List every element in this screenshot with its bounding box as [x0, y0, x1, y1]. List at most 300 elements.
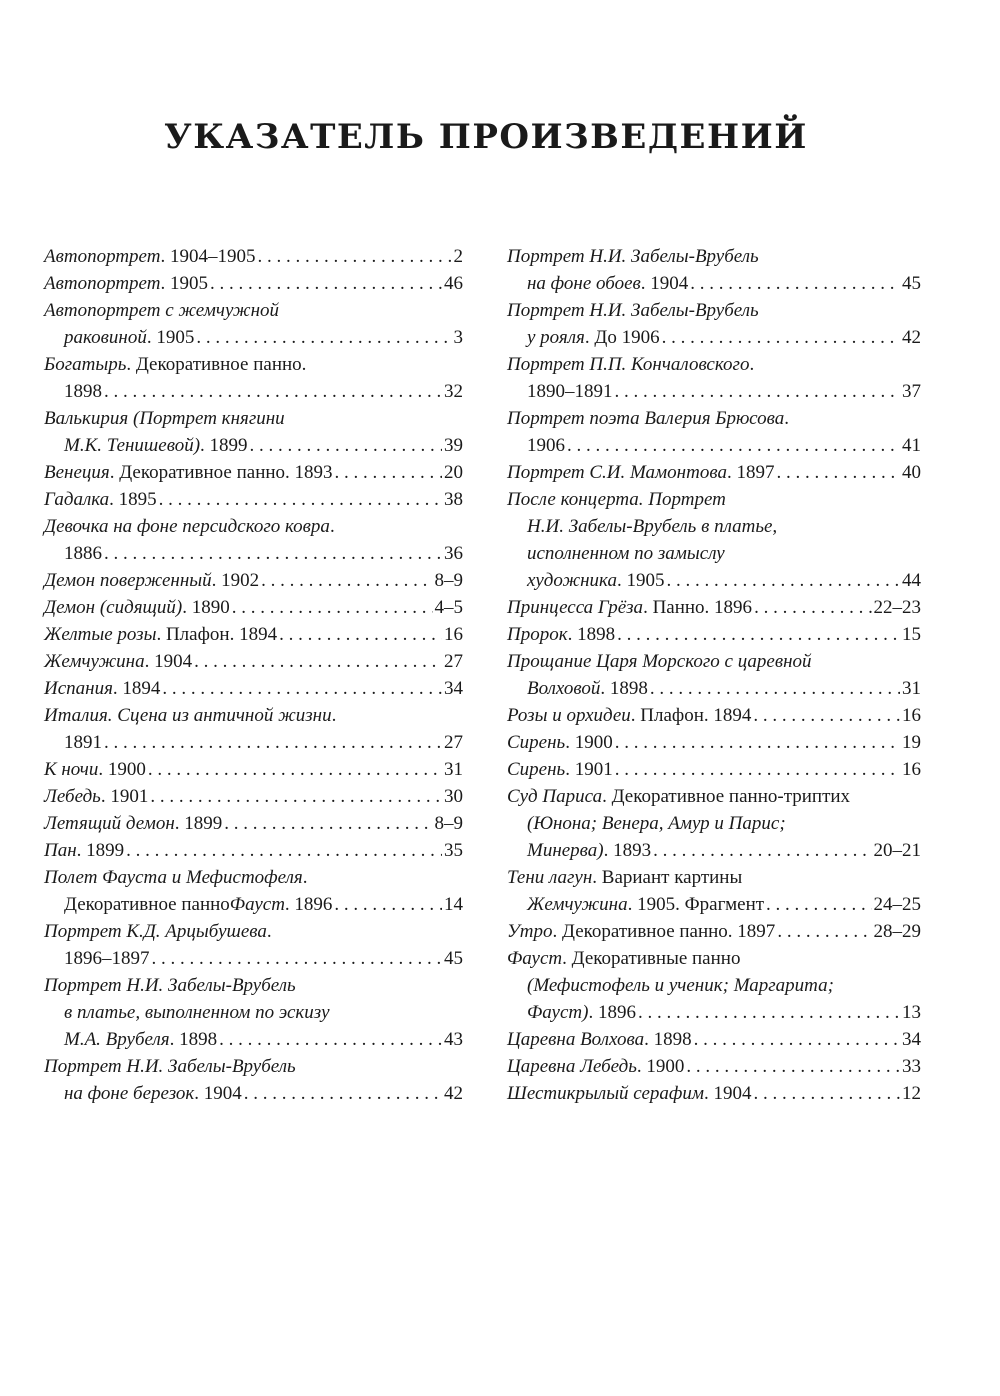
index-entry-line [507, 297, 921, 324]
page-number: 37 [902, 381, 921, 402]
index-entry [507, 351, 921, 405]
index-entry [44, 594, 463, 621]
entry-text: . [266, 921, 272, 942]
page-number: 8–9 [434, 813, 463, 834]
entry-text: . Декоративное панно. 1897 [552, 921, 776, 942]
index-entry-line [507, 702, 921, 729]
index-entry [44, 810, 463, 837]
page-number: 20 [444, 462, 463, 483]
dot-leader [104, 729, 442, 756]
entry-text: . Панно. 1896 [643, 597, 753, 618]
index-entry-line [44, 810, 463, 837]
index-entry-line [44, 378, 463, 405]
entry-text: . [749, 354, 755, 375]
entry-title-text: Девочка на фоне персидского ковра [44, 516, 330, 537]
dot-leader [754, 594, 871, 621]
page-number: 4–5 [434, 597, 463, 618]
page-number: 22–23 [873, 597, 921, 618]
index-entry-line [507, 351, 921, 378]
entry-text: Декоративное панно [64, 894, 230, 915]
dot-leader [210, 270, 442, 297]
index-entry [507, 702, 921, 729]
index-entry-line [507, 972, 921, 999]
index-entry [507, 405, 921, 459]
index-entry-line [507, 864, 921, 891]
dot-leader [219, 1026, 442, 1053]
page-number: 45 [902, 273, 921, 294]
entry-title-text: Желтые розы [44, 624, 157, 645]
dot-leader [617, 621, 900, 648]
entry-text: . 1894 [112, 678, 161, 699]
index-entry-line [44, 837, 463, 864]
index-entry-line [507, 459, 921, 486]
entry-title-text: Портрет К.Д. Арцыбушева [44, 921, 267, 942]
entry-title-text: Жемчужина [44, 651, 145, 672]
index-entry [44, 675, 463, 702]
entry-text: . 1904 [704, 1083, 752, 1104]
entry-title-text: Фауст [229, 894, 285, 915]
index-entry [507, 783, 921, 864]
index-entry-line [507, 729, 921, 756]
dot-leader [686, 1053, 900, 1080]
entry-title-text: Испания [44, 678, 113, 699]
entry-title-text: Демон (сидящий) [44, 597, 183, 618]
entry-text: 1891 [64, 732, 102, 753]
page-number: 38 [444, 489, 463, 510]
entry-title-text: Сирень [507, 732, 566, 753]
entry-title-text: Портрет Н.И. Забелы-Врубель [507, 246, 759, 267]
index-entry-line [44, 324, 463, 351]
index-entry-line [507, 540, 921, 567]
index-entry [507, 486, 921, 594]
index-entry-line [507, 945, 921, 972]
entry-title-text: Шестикрылый серафим [507, 1083, 705, 1104]
entry-title-text: Пан [44, 840, 77, 861]
index-entry-line [44, 648, 463, 675]
index-entry-line [507, 432, 921, 459]
entry-title-text: Портрет поэта Валерия Брюсова [507, 408, 785, 429]
index-entry-line [44, 432, 463, 459]
index-entry [44, 702, 463, 756]
index-entry [507, 945, 921, 1026]
index-entry-line [44, 297, 463, 324]
entry-text: . 1899 [174, 813, 223, 834]
index-entry-line [44, 729, 463, 756]
entry-title-text: Валькирия (Портрет княгини [44, 408, 285, 429]
entry-title-text: Автопортрет [44, 246, 161, 267]
dot-leader [567, 432, 900, 459]
index-entry-line [44, 351, 463, 378]
dot-leader [196, 324, 451, 351]
entry-title-text: исполненном по замыслу [527, 543, 725, 564]
index-column-left [44, 243, 463, 1107]
page-number: 41 [902, 435, 921, 456]
entry-title-text: Полет Фауста и Мефистофеля [44, 867, 303, 888]
dot-leader [104, 540, 442, 567]
index-entry [507, 918, 921, 945]
page-number: 16 [902, 705, 921, 726]
entry-text: 1906 [527, 435, 565, 456]
index-entry [44, 297, 463, 351]
index-entry-line [44, 621, 463, 648]
entry-title-text: Летящий демон [44, 813, 175, 834]
dot-leader [776, 459, 900, 486]
index-entry [507, 459, 921, 486]
dot-leader [224, 810, 432, 837]
page-number: 8–9 [434, 570, 463, 591]
index-entry [507, 594, 921, 621]
entry-text: 1896–1897 [64, 948, 150, 969]
index-entry [44, 972, 463, 1053]
page-number: 32 [444, 381, 463, 402]
index-entry-line [44, 567, 463, 594]
page-number: 36 [444, 543, 463, 564]
index-entry-line [44, 594, 463, 621]
page-number: 40 [902, 462, 921, 483]
entry-text: . 1900 [98, 759, 146, 780]
entry-text: . [331, 705, 337, 726]
index-entry-line [507, 324, 921, 351]
index-entry [44, 243, 463, 270]
entry-title-text: Розы и орхидеи [507, 705, 631, 726]
entry-title-text: Лебедь [44, 786, 101, 807]
index-entry [44, 648, 463, 675]
entry-text: . [329, 516, 335, 537]
entry-text: . 1901 [565, 759, 613, 780]
index-entry-line [44, 459, 463, 486]
page-number: 31 [444, 759, 463, 780]
index-entry [44, 567, 463, 594]
index-entry-line [44, 702, 463, 729]
entry-title-text: Минерва) [527, 840, 604, 861]
page-number: 33 [902, 1056, 921, 1077]
entry-title-text: на фоне березок [64, 1083, 195, 1104]
page-number: 42 [902, 327, 921, 348]
page-number: 19 [902, 732, 921, 753]
entry-title-text: Прощание Царя Морского с царевной [507, 651, 812, 672]
entry-title-text: Автопортрет [44, 273, 161, 294]
entry-text: . Декоративное панно. 1893 [109, 462, 333, 483]
page-number: 20–21 [873, 840, 921, 861]
index-entry-line [44, 945, 463, 972]
entry-text: . 1890 [182, 597, 230, 618]
entry-title-text: Портрет Н.И. Забелы-Врубель [507, 300, 759, 321]
entry-text: . 1902 [211, 570, 260, 591]
page-number: 30 [444, 786, 463, 807]
entry-text: . 1901 [100, 786, 149, 807]
entry-text: . Плафон. 1894 [630, 705, 752, 726]
dot-leader [244, 1080, 442, 1107]
dot-leader [250, 432, 442, 459]
index-entry-line [507, 999, 921, 1026]
index-entry-line [507, 513, 921, 540]
index-entry-line [507, 783, 921, 810]
entry-title-text: художника [527, 570, 617, 591]
page-number: 34 [444, 678, 463, 699]
entry-title-text: Венеция [44, 462, 110, 483]
page-number: 39 [444, 435, 463, 456]
index-entry [507, 243, 921, 297]
index-entry [507, 1053, 921, 1080]
entry-title-text: (Мефистофель и ученик; Маргарита; [527, 975, 834, 996]
entry-title-text: Суд Париса [507, 786, 603, 807]
dot-leader [159, 486, 442, 513]
page-number: 3 [453, 327, 463, 348]
entry-text: . 1904–1905 [160, 246, 256, 267]
index-entry [44, 864, 463, 918]
index-column-right [507, 243, 921, 1107]
page-number: 13 [902, 1002, 921, 1023]
entry-text: . 1904 [144, 651, 193, 672]
index-entry [44, 783, 463, 810]
page-number: 34 [902, 1029, 921, 1050]
index-entry-line [44, 540, 463, 567]
page-number: 44 [902, 570, 921, 591]
entry-text: . 1905 [160, 273, 208, 294]
index-entry [44, 405, 463, 459]
dot-leader [666, 567, 900, 594]
index-entry-line [507, 567, 921, 594]
index-entry-line [44, 891, 463, 918]
entry-title-text: К ночи [44, 759, 99, 780]
index-entry [44, 756, 463, 783]
entry-title-text: М.К. Тенишевой) [64, 435, 201, 456]
index-entry-line [44, 864, 463, 891]
entry-title-text: (Юнона; Венера, Амур и Парис; [527, 813, 786, 834]
entry-title-text: Принцесса Грёза [507, 597, 644, 618]
dot-leader [152, 945, 443, 972]
entry-title-text: Гадалка [44, 489, 110, 510]
index-entry-line [44, 1080, 463, 1107]
entry-text: . Декоративное панно. [126, 354, 307, 375]
page-number: 43 [444, 1029, 463, 1050]
entry-title-text: Царевна Лебедь [507, 1056, 637, 1077]
entry-text: . 1897 [726, 462, 775, 483]
index-entry [507, 864, 921, 918]
index-entry-line [507, 675, 921, 702]
entry-title-text: Портрет Н.И. Забелы-Врубель [44, 975, 296, 996]
index-entry-line [507, 810, 921, 837]
dot-leader [615, 378, 901, 405]
page-number: 46 [444, 273, 463, 294]
entry-text: . 1898 [567, 624, 616, 645]
entry-title-text: Царевна Волхова [507, 1029, 645, 1050]
index-entry-line [507, 621, 921, 648]
index-entry [507, 297, 921, 351]
page-number: 12 [902, 1083, 921, 1104]
entry-title-text: на фоне обоев [527, 273, 641, 294]
index-entry-line [507, 918, 921, 945]
dot-leader [690, 270, 900, 297]
entry-text: . 1900 [636, 1056, 685, 1077]
dot-leader [104, 378, 442, 405]
index-entry-line [44, 405, 463, 432]
entry-text: . Плафон. 1894 [156, 624, 278, 645]
dot-leader [615, 729, 900, 756]
entry-title-text: Фауст) [527, 1002, 589, 1023]
entry-text: . 1898 [644, 1029, 692, 1050]
dot-leader [766, 891, 871, 918]
entry-text: . 1905. Фрагмент [627, 894, 765, 915]
index-entry-line [507, 486, 921, 513]
entry-text: . Декоративные панно [562, 948, 741, 969]
page-number: 2 [453, 246, 463, 267]
entry-text: . [784, 408, 789, 429]
index-entry [507, 756, 921, 783]
dot-leader [148, 756, 442, 783]
dot-leader [335, 459, 442, 486]
entry-title-text: Пророк [507, 624, 568, 645]
index-entry-line [44, 270, 463, 297]
entry-text: . 1898 [169, 1029, 218, 1050]
entry-text: . 1905 [146, 327, 195, 348]
entry-text: 1886 [64, 543, 102, 564]
entry-text: . 1905 [616, 570, 665, 591]
entry-title-text: Богатырь [44, 354, 127, 375]
page-number: 45 [444, 948, 463, 969]
index-entry [44, 621, 463, 648]
index-entry-line [507, 648, 921, 675]
dot-leader [653, 837, 871, 864]
index-entry-line [507, 243, 921, 270]
entry-title-text: Н.И. Забелы-Врубель в платье, [527, 516, 778, 537]
entry-text: . 1900 [565, 732, 613, 753]
dot-leader [257, 243, 451, 270]
index-entry-line [44, 486, 463, 513]
index-entry-line [507, 1080, 921, 1107]
dot-leader [777, 918, 871, 945]
entry-text: . 1899 [200, 435, 248, 456]
dot-leader [162, 675, 442, 702]
entry-title-text: Тени лагун [507, 867, 593, 888]
index-entry-line [507, 594, 921, 621]
entry-title-text: Волховой [527, 678, 601, 699]
page-number: 24–25 [873, 894, 921, 915]
index-entry-line [44, 1053, 463, 1080]
dot-leader [753, 702, 900, 729]
entry-text: . Вариант картины [592, 867, 743, 888]
index-entry-line [507, 270, 921, 297]
index-entry-line [44, 675, 463, 702]
dot-leader [232, 594, 433, 621]
page-title: УКАЗАТЕЛЬ ПРОИЗВЕДЕНИЙ [164, 116, 808, 157]
entry-text: 1898 [64, 381, 102, 402]
entry-title-text: После концерта. Портрет [507, 489, 726, 510]
index-entry-line [44, 972, 463, 999]
page-number: 27 [444, 732, 463, 753]
index-entry [44, 837, 463, 864]
page-number: 35 [444, 840, 463, 861]
index-entry-line [507, 1053, 921, 1080]
dot-leader [662, 324, 900, 351]
index-entry-line [44, 756, 463, 783]
page-number: 28–29 [873, 921, 921, 942]
entry-title-text: Италия. Сцена из античной жизни [44, 705, 332, 726]
entry-text: . 1895 [109, 489, 157, 510]
entry-title-text: в платье, выполненном по эскизу [64, 1002, 330, 1023]
entry-text: . [302, 867, 308, 888]
index-entry [44, 918, 463, 972]
index-entry-line [44, 918, 463, 945]
entry-title-text: раковиной [64, 327, 147, 348]
index-entry-line [507, 891, 921, 918]
dot-leader [126, 837, 442, 864]
index-entry [44, 351, 463, 405]
index-entry [44, 270, 463, 297]
page-number: 15 [902, 624, 921, 645]
dot-leader [754, 1080, 900, 1107]
entry-title-text: Автопортрет с жемчужной [44, 300, 280, 321]
index-entry-line [44, 513, 463, 540]
entry-text: . 1893 [603, 840, 652, 861]
index-entry-line [44, 1026, 463, 1053]
dot-leader [615, 756, 900, 783]
index-entry-line [507, 1026, 921, 1053]
page-number: 31 [902, 678, 921, 699]
index-entry-line [44, 783, 463, 810]
index-entry [507, 1080, 921, 1107]
entry-text: . До 1906 [584, 327, 660, 348]
index-entry [44, 513, 463, 567]
entry-text: . Декоративное панно-триптих [602, 786, 851, 807]
dot-leader [279, 621, 442, 648]
entry-title-text: Фауст [507, 948, 563, 969]
index-entry [507, 648, 921, 702]
dot-leader [261, 567, 432, 594]
entry-title-text: Портрет С.И. Мамонтова [507, 462, 727, 483]
index-entry [44, 1053, 463, 1107]
index-entry-line [44, 999, 463, 1026]
entry-text: . 1898 [600, 678, 648, 699]
entry-title-text: Утро [507, 921, 553, 942]
entry-text: . 1904 [194, 1083, 242, 1104]
dot-leader [194, 648, 442, 675]
entry-title-text: Жемчужина [527, 894, 628, 915]
index-entry [44, 486, 463, 513]
entry-title-text: М.А. Врубеля [64, 1029, 170, 1050]
dot-leader [650, 675, 900, 702]
page-number: 16 [902, 759, 921, 780]
entry-text: . 1899 [76, 840, 125, 861]
index-entry-line [507, 756, 921, 783]
page-number: 42 [444, 1083, 463, 1104]
index-entry-line [507, 378, 921, 405]
index-entry-line [507, 837, 921, 864]
index-entry [507, 1026, 921, 1053]
index-entry-line [44, 243, 463, 270]
dot-leader [334, 891, 442, 918]
entry-title-text: Портрет П.П. Кончаловского [507, 354, 750, 375]
entry-text: . 1904 [640, 273, 689, 294]
entry-text: 1890–1891 [527, 381, 613, 402]
index-entry-line [507, 405, 921, 432]
page-number: 27 [444, 651, 463, 672]
page-number: 16 [444, 624, 463, 645]
index-entry [507, 621, 921, 648]
dot-leader [150, 783, 442, 810]
index-entry [44, 459, 463, 486]
dot-leader [694, 1026, 900, 1053]
entry-text: . 1896 [284, 894, 333, 915]
entry-text: . 1896 [588, 1002, 636, 1023]
page-number: 14 [444, 894, 463, 915]
entry-title-text: Сирень [507, 759, 566, 780]
index-entry [507, 729, 921, 756]
dot-leader [638, 999, 900, 1026]
entry-title-text: Портрет Н.И. Забелы-Врубель [44, 1056, 296, 1077]
entry-title-text: у рояля [527, 327, 585, 348]
entry-title-text: Демон поверженный [44, 570, 212, 591]
